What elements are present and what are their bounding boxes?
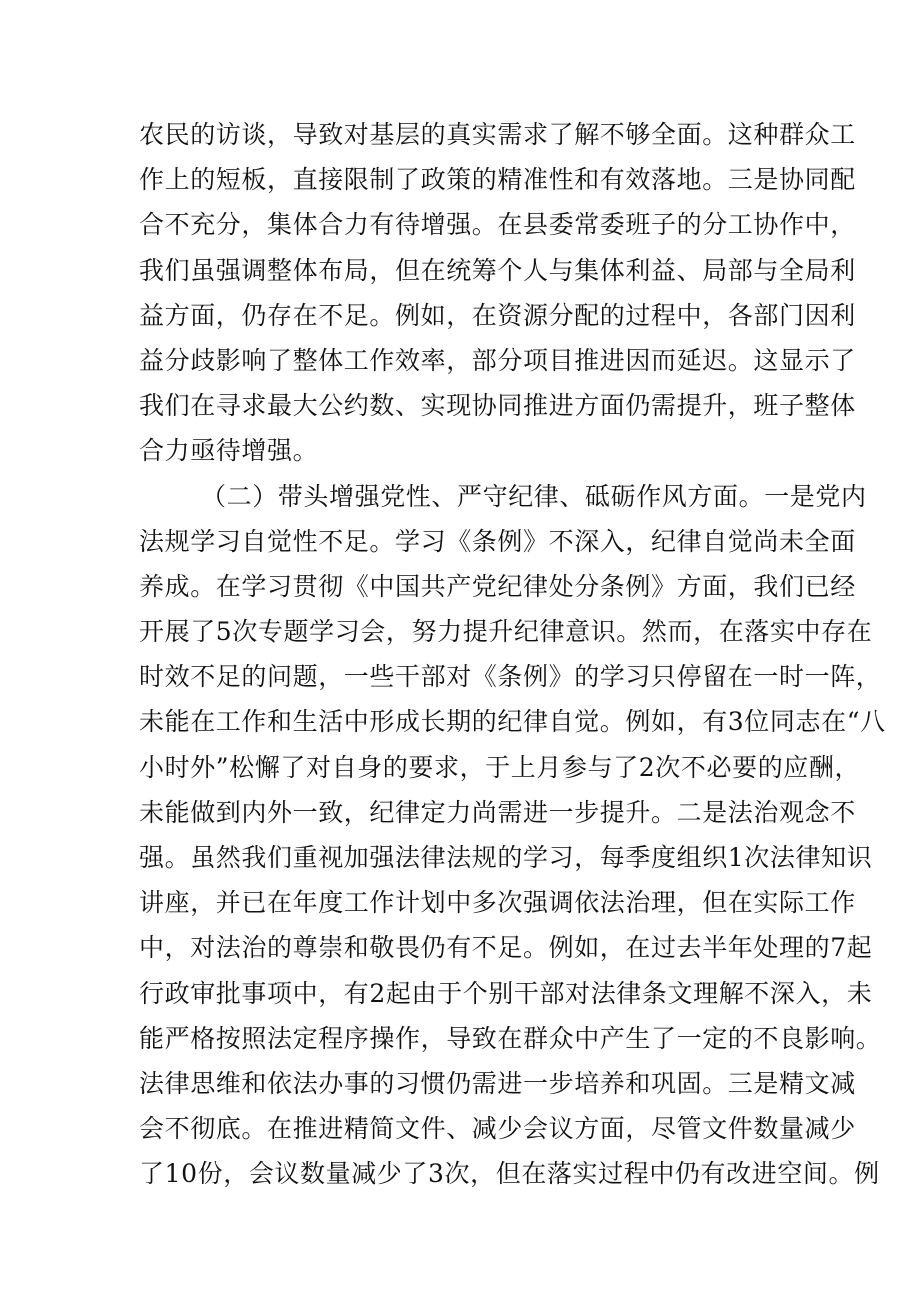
text-line: 合力亟待增强。 (139, 436, 319, 466)
text-line: 能严格按照法定程序操作，导致在群众中产生了一定的不良影响。 (139, 1023, 882, 1053)
text-line: 未能在工作和生活中形成长期的纪律自觉。例如，有3位同志在“八 (139, 707, 886, 737)
text-line: 益方面，仍存在不足。例如，在资源分配的过程中，各部门因利 (139, 300, 856, 330)
text-line: 小时外”松懈了对自身的要求，于上月参与了2次不必要的应酬， (139, 752, 861, 782)
text-line: 养成。在学习贯彻《中国共产党纪律处分条例》方面，我们已经 (139, 571, 856, 601)
text-line: 时效不足的问题，一些干部对《条例》的学习只停留在一时一阵， (139, 662, 882, 692)
text-line: 行政审批事项中，有2起由于个别干部对法律条文理解不深入，未 (139, 978, 873, 1008)
text-line: 强。虽然我们重视加强法律法规的学习，每季度组织1次法律知识 (139, 843, 873, 872)
text-line: 作上的短板，直接限制了政策的精准性和有效落地。三是协同配 (139, 165, 856, 195)
section-heading-line: （二）带头增强党性、严守纪律、砥砺作风方面。一是党内 (201, 481, 867, 511)
text-line: 中，对法治的尊崇和敬畏仍有不足。例如，在过去半年处理的7起 (139, 933, 873, 963)
text-line: 讲座，并已在年度工作计划中多次强调依法治理，但在实际工作 (139, 888, 856, 918)
body-text (139, 112, 886, 1197)
text-line: 益分歧影响了整体工作效率，部分项目推进因而延迟。这显示了 (139, 345, 856, 375)
text-line: 农民的访谈，导致对基层的真实需求了解不够全面。这种群众工 (139, 120, 856, 149)
text-line: 开展了5次专题学习会，努力提升纪律意识。然而，在落实中存在 (139, 617, 873, 647)
text-line: 会不彻底。在推进精简文件、减少会议方面，尽管文件数量减少 (139, 1114, 856, 1144)
text-line: 合不充分，集体合力有待增强。在县委常委班子的分工协作中， (139, 210, 856, 240)
text-line: 了10份，会议数量减少了3次，但在落实过程中仍有改进空间。例 (139, 1159, 880, 1189)
text-line: 我们虽强调整体布局，但在统筹个人与集体利益、局部与全局利 (139, 255, 856, 285)
text-line: 我们在寻求最大公约数、实现协同推进方面仍需提升，班子整体 (139, 391, 856, 421)
text-line: 法规学习自觉性不足。学习《条例》不深入，纪律自觉尚未全面 (139, 526, 856, 556)
text-line: 未能做到内外一致，纪律定力尚需进一步提升。二是法治观念不 (139, 797, 856, 827)
text-line: 法律思维和依法办事的习惯仍需进一步培养和巩固。三是精文减 (139, 1068, 856, 1098)
